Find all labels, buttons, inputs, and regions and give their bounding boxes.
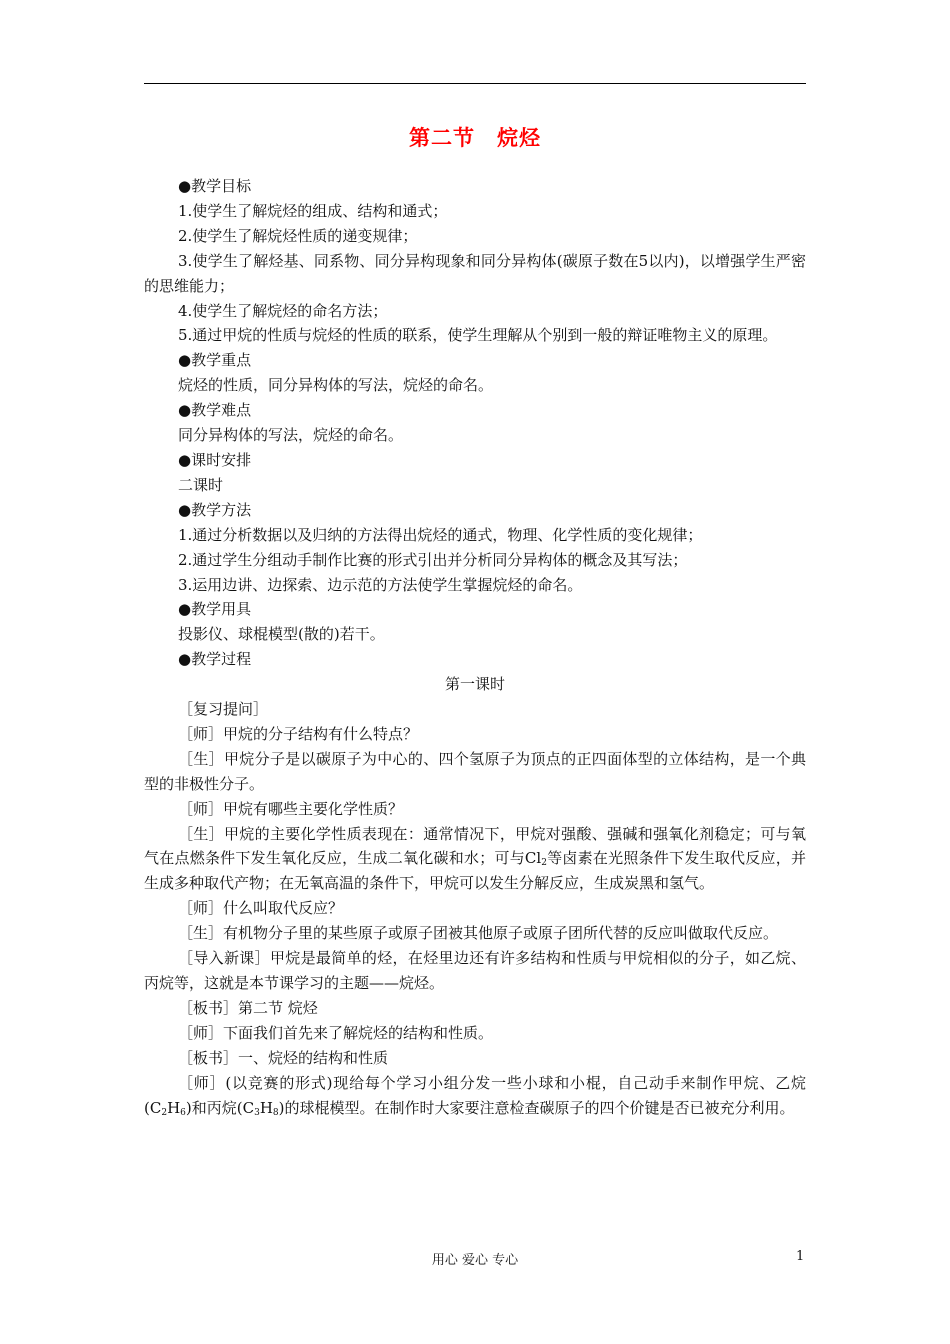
paragraph: ［生］甲烷分子是以碳原子为中心的、四个氢原子为顶点的正四面体型的立体结构，是一个典型的非极性分子。 [144, 749, 806, 793]
paragraph: 1.使学生了解烷烃的组成、结构和通式； [178, 201, 448, 220]
title-section: 第二节 [409, 126, 475, 150]
heading-process: ●教学过程 [178, 650, 252, 669]
page-number: 1 [796, 1249, 805, 1264]
subscript: 6 [180, 1107, 186, 1118]
page-footer: 用心 爱心 专心 [431, 1253, 519, 1268]
paragraph: ［师］甲烷有哪些主要化学性质？ [178, 799, 404, 818]
paragraph [144, 1071, 806, 1121]
text-run: ［生］甲烷的主要化学性质表现在：通常情况下，甲烷对强酸、强碱和强氧化剂稳定；可与氧气在点燃条件下发生氧化反应，生成二氧化碳和水；可与Cl [144, 824, 806, 868]
heading-difficulties: ●教学难点 [178, 401, 252, 420]
paragraph: ［导入新课］甲烷是最简单的烃，在烃里边还有许多结构和性质与甲烷相似的分子，如乙烷、丙烷等，这就是本节课学习的主题——烷烃。 [144, 949, 806, 992]
text-run: ［师］(以竞赛的形式)现给每个学习小组分发一些小球和小棍，自己动手来制作甲烷、乙烷(C [144, 1073, 806, 1117]
heading-tools: ●教学用具 [178, 600, 252, 619]
heading-methods: ●教学方法 [178, 500, 252, 519]
header-rule [144, 83, 806, 84]
paragraph: 3.运用边讲、边探索、边示范的方法使学生掌握烷烃的命名。 [178, 575, 583, 594]
paragraph: ［板书］第二节 烷烃 [178, 998, 318, 1017]
paragraph: ［板书］一、烷烃的结构和性质 [178, 1048, 389, 1067]
document-body [144, 174, 806, 1120]
subscript: 2 [541, 858, 547, 869]
paragraph: 二课时 [178, 475, 224, 494]
subscript: 2 [161, 1107, 168, 1118]
paragraph: ［复习提问］ [178, 700, 269, 719]
text-run: )的球棍模型。在制作时大家要注意检查碳原子的四个价键是否已被充分利用。 [278, 1098, 795, 1117]
paragraph: 同分异构体的写法，烷烃的命名。 [178, 426, 404, 445]
paragraph: ［师］下面我们首先来了解烷烃的结构和性质。 [178, 1023, 494, 1042]
subscript: 8 [272, 1107, 279, 1118]
paragraph: 2.使学生了解烷烃性质的递变规律； [178, 226, 418, 245]
paragraph: ［生］有机物分子里的某些原子或原子团被其他原子或原子团所代替的反应叫做取代反应。 [178, 924, 779, 943]
page-title [0, 122, 950, 152]
paragraph: 1.通过分析数据以及归纳的方法得出烷烃的通式，物理、化学性质的变化规律； [178, 525, 703, 544]
paragraph: 2.通过学生分组动手制作比赛的形式引出并分析同分异构体的概念及其写法； [178, 550, 688, 569]
heading-schedule: ●课时安排 [178, 450, 252, 469]
subscript: 3 [254, 1107, 260, 1118]
title-topic: 烷烃 [497, 126, 541, 150]
paragraph: 投影仪、球棍模型(散的)若干。 [178, 625, 385, 644]
text-run: )和丙烷(C [185, 1098, 255, 1117]
paragraph: ［师］什么叫取代反应？ [178, 899, 344, 918]
paragraph: 5.通过甲烷的性质与烷烃的性质的联系，使学生理解从个别到一般的辩证唯物主义的原理。 [178, 326, 778, 345]
heading-key-points: ●教学重点 [178, 351, 252, 370]
paragraph: ［师］甲烷的分子结构有什么特点？ [178, 724, 419, 743]
text-run: 等卤素在光照条件下发生取代反应，并生成多种取代产物；在无氧高温的条件下，甲烷可以发生分解反应，生成炭黑和氢气。 [144, 849, 806, 893]
heading-objectives: ●教学目标 [178, 177, 252, 195]
lesson-heading: 第一课时 [444, 675, 505, 694]
paragraph [144, 822, 806, 897]
paragraph: 4.使学生了解烷烃的命名方法； [178, 301, 388, 320]
paragraph: 烷烃的性质，同分异构体的写法，烷烃的命名。 [178, 376, 494, 395]
text-run: H [259, 1098, 273, 1117]
paragraph: 3.使学生了解烃基、同系物、同分异构现象和同分异构体(碳原子数在5以内)，以增强学生严密的思维能力； [144, 251, 806, 295]
text-run: H [167, 1098, 181, 1117]
